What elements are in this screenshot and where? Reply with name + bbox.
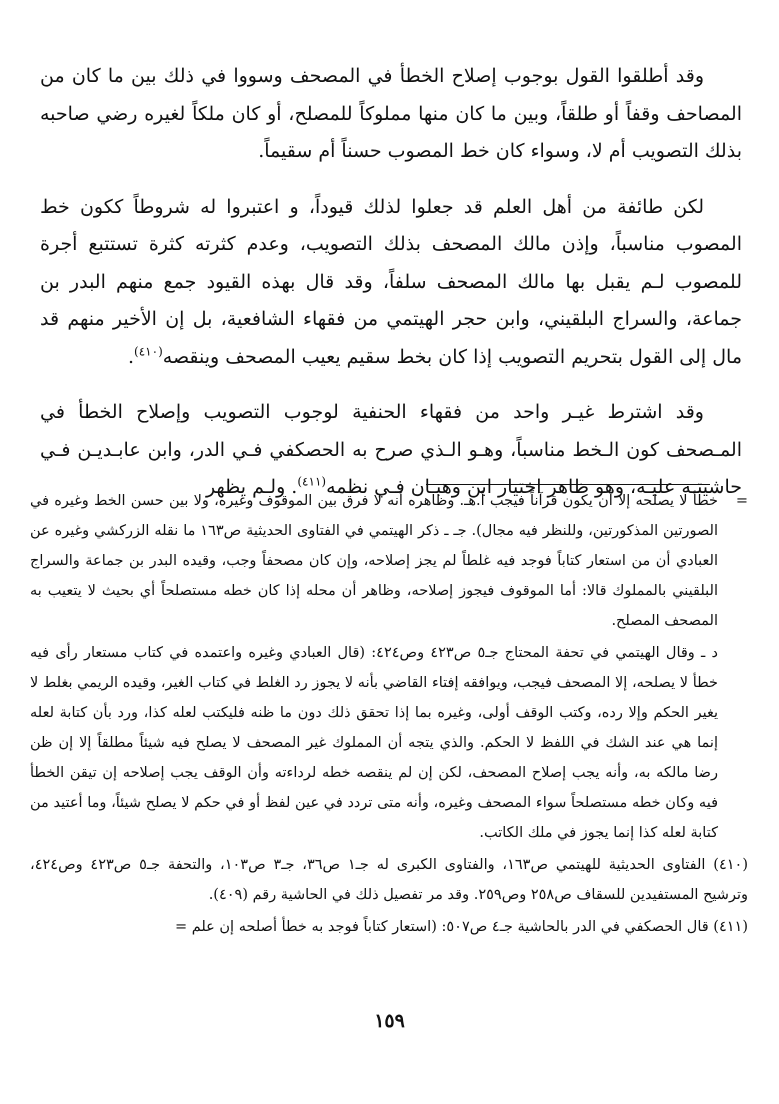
- paragraph-tail: . ولـم يظهر: [205, 476, 298, 498]
- footnotes: [30, 486, 748, 944]
- footnote-text: قال الحصكفي في الدر بالحاشية جـ٤ ص٥٠٧: (استعار كتاباً فوجد به خطأ أصلحه إن علم =: [174, 919, 709, 935]
- paragraph-tail: .: [128, 345, 135, 368]
- footnote-411: [30, 912, 748, 942]
- footnote-text: د ـ وقال الهيتمي في تحفة المحتاج جـ٥ ص٤٢٣ وص٤٢٤: (قال العبادي وغيره واعتمده في كتاب مستعار رأى فيه خطأ لا يصلحه، إلا المصحف فيجب، ويوافقه إفتاء القاضي بأنه لا يجوز رد الغلط في كتاب الغير، وقيده الريمي بغلط لا يغير الحكم وإلا رده، وكتب الوقف أولى، وغيره بما إذا تحقق ذلك دون ما ظنه فليكتب لعله كذا، ورد بأن كتابة لعله إنما هي عند الشك في اللفظ لا الحكم. والذي يتجه أن المملوك غير المصحف لا يصلح فيه شيئاً مطلقاً إلا إن ظن رضا مالكه به، وأنه يجب إصلاح المصحف، لكن إن لم ينقصه خطه لرداءته وأن الوقف يجب إصلاحه إن تيقن الخطأ فيه وكان خطه مستصلحاً سواء المصحف وغيره، وأنه متى تردد في عين لفظ أو في حكم لا يصلح شيئاً، وما أعتيد من كتابة لعله كذا إنما يجوز في ملك الكاتب.: [30, 645, 718, 841]
- footnote-reference[interactable]: (٤١٠): [134, 344, 163, 359]
- footnote-410: [30, 850, 748, 910]
- footnote-text: الفتاوى الحديثية للهيتمي ص١٦٣، والفتاوى الكبرى له جـ١ ص٣٦، جـ٣ ص١٠٣، والتحفة جـ٥ ص٤٢٣ وص٤٢٤، وترشيح المستفيدين للسقاف ص٢٥٨ وص٢٥٩. وقد مر تفصيل ذلك في الحاشية رقم (٤٠٩).: [30, 857, 748, 903]
- footnote-continuation: [30, 638, 748, 848]
- main-text: [40, 58, 742, 525]
- paragraph-text: لكن طائفة من أهل العلم قد جعلوا لذلك قيوداً، و اعتبروا له شروطاً ككون خط المصوب مناسباً، وإذن مالك المصحف بذلك التصويب، وعدم كثرته كثرة تستتبع أجرة للمصوب لـم يقبل بها مالك المصحف سلفاً، وقد قال بهذه القيود جمع منهم البدر بن جماعة، والسراج البلقيني، وابن حجر الهيتمي من فقهاء الشافعية، بل إن الأخير منهم قد مال إلى القول بتحريم التصويب إذا كان بخط سقيم يعيب المصحف وينقصه: [40, 195, 742, 368]
- footnote-separator: [426, 484, 710, 485]
- continuation-mark: =: [735, 493, 748, 509]
- footnote-number: (٤١١): [713, 919, 748, 935]
- paragraph: [40, 189, 742, 377]
- paragraph-text: وقد أطلقوا القول بوجوب إصلاح الخطأ في المصحف وسووا في ذلك بين ما كان من المصاحف وقفاً أو طلقاً، وبين ما كان منها مملوكاً للمصلح، أو كان ملكاً لغيره رضي صاحبه بذلك التصويب أم لا، وسواء كان خط المصوب حسناً أم سقيماً.: [40, 65, 742, 162]
- footnote-reference[interactable]: (٤١١): [297, 474, 327, 489]
- paragraph: [40, 58, 742, 171]
- footnote-continuation: [30, 486, 748, 636]
- page-number: ١٥٩: [374, 1010, 405, 1032]
- paragraph-text: وقد اشترط غيـر واحد من فقهاء الحنفية لوجوب التصويب وإصلاح الخطأ في المـصحف كون الـخط مناسباً، وهـو الـذي صرح به الحصكفي فـي الدر، وابن عابـديـن فـي حاشيتـه عليـه، وهو ظاهر اختيار ابن وهبـان فـي نظمه: [40, 401, 742, 498]
- footnote-text: خطأ لا يصلحه إلا أن يكون قرآناً فيجب أ.هـ. وظاهره أنه لا فرق بين الموقوف وغيره، ولا بين حسن الخط وغيره في الصورتين المذكورتين، وللنظر فيه مجال). جـ ـ ذكر الهيتمي في الفتاوى الحديثية ص١٦٣ ما نقله الزركشي وغيره عن العبادي أن من استعار كتاباً فوجد فيه غلطاً لم يجز إصلاحه، وإن كان مصحفاً وجب، وقيده البدر بن جماعة والسراج البلقيني بالمملوك قالا: أما الموقوف فيجوز إصلاحه، وظاهر أن محله إذا كان خطه مستصلحاً أي بحيث لا يتعيب به المصحف المصلح.: [30, 493, 718, 629]
- footnote-number: (٤١٠): [713, 857, 748, 873]
